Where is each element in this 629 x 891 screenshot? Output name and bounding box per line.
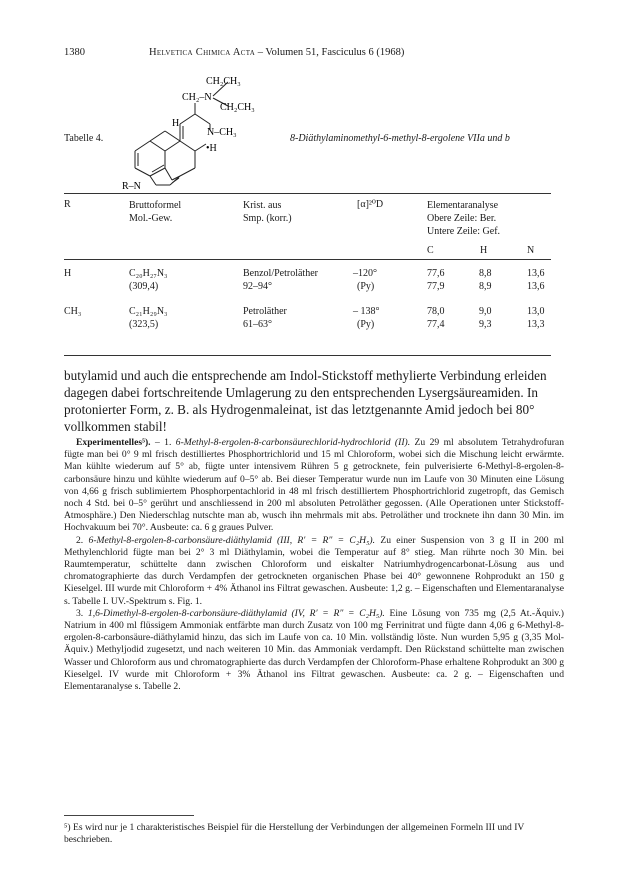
row-solvent: Petroläther — [243, 306, 287, 317]
column-n: N — [527, 245, 535, 256]
row-formula: C₂₀H₂₇N₃ — [129, 268, 168, 279]
table-header-rule — [64, 259, 551, 260]
column-formula-line1: Bruttoformel — [129, 200, 182, 211]
row-formula: C₂₁H₂₉N₃ — [129, 306, 168, 317]
structure-label-r-n: R–N — [122, 181, 141, 192]
row-c-calc: 78,0 — [427, 306, 445, 317]
experimental-section — [64, 437, 564, 693]
row-c-found: 77,9 — [427, 281, 445, 292]
ergolene-structure-diagram — [120, 68, 300, 193]
row-r: H — [64, 268, 72, 279]
intro-paragraph: butylamid und auch die entsprechende am Indol-Stickstoff methylierte Verbindung erleiden dagegen dabei fortschreitende Umlagerung zu den entsprechenden Lysergsäureamiden. In protonierter Form, z. B. als Hydrogenmaleinat, ist das letztgenannte Amid jedoch bei 80° vollkommen stabil! — [64, 368, 547, 434]
column-formula-line2: Mol.-Gew. — [129, 213, 173, 224]
structure-label-ethyl-bottom: CH₂CH₃ — [220, 102, 255, 113]
paragraph-text: Zu einer Suspension von 3 g II in 200 ml Methylenchlorid fügte man bei 2° 3 ml Diäthylamin, wobei die Temperatur auf 8° stieg. Man rührte noch 30 Min. bei Raumtemperatur, schüttelte dann zwischen Chloroform und eiskalter Natriumhydrogencarbonat-Lösung aus und chromatographierte das durch Verdampfen der getrockneten organischen Phase bei 40° gewonnene Rohprodukt an 150 g Kieselgel. III wurde mit Chloroform + 4% Äthanol ins Filtrat gewaschen. Ausbeute: 1,2 g. – Eigenschaften und Elementaranalyse s. Tabelle I. UV.-Spektrum s. Fig. 1. — [64, 534, 565, 607]
experimental-paragraph-3 — [64, 608, 564, 693]
paragraph-title: 6-Methyl-8-ergolen-8-carbonsäure-diäthylamid (III, R′ = R″ = C₂H₅). — [88, 534, 376, 546]
row-h-calc: 9,0 — [479, 306, 492, 317]
footnote — [64, 822, 564, 846]
structure-label-ch2n: CH₂–N — [182, 92, 212, 103]
paragraph-lead: 3. — [76, 607, 88, 619]
table-row — [64, 268, 564, 298]
experimental-heading: Experimentelles⁵). — [76, 437, 151, 448]
experimental-paragraph-2 — [64, 535, 564, 608]
row-mw: (323,5) — [129, 319, 159, 330]
row-h-found: 8,9 — [479, 281, 492, 292]
structure-label-h-left: H — [172, 118, 180, 129]
row-n-calc: 13,6 — [527, 268, 545, 279]
column-analysis-line1: Elementaranalyse — [427, 200, 499, 211]
row-mp: 92–94° — [243, 281, 272, 292]
row-h-calc: 8,8 — [479, 268, 492, 279]
row-n-found: 13,6 — [527, 281, 545, 292]
row-c-calc: 77,6 — [427, 268, 445, 279]
row-mp: 61–63° — [243, 319, 272, 330]
row-rotation-solvent: (Py) — [357, 281, 375, 292]
experimental-paragraph-1 — [64, 437, 564, 535]
column-elemental-analysis — [427, 199, 500, 238]
column-crystallization-line2: Smp. (korr.) — [243, 213, 292, 224]
table-row — [64, 306, 564, 336]
column-c: C — [427, 245, 434, 256]
footnote-text: Es wird nur je 1 charakteristisches Beispiel für die Herstellung der Verbindungen der allgemeinen Formeln III und IV beschrieben. — [64, 822, 525, 846]
row-rotation: –120° — [353, 268, 377, 279]
structure-label-ethyl-top: CH₂CH₃ — [206, 76, 241, 87]
paragraph-text: Eine Lösung von 735 mg (2,5 At.-Äquiv.) Natrium in 400 ml flüssigem Ammoniak entfärbte man durch Zusatz von 100 mg Ferrinitrat und fügte dann 4,06 g 6-Methyl-8-ergolen-8-carbonsäure-diäthylamid hinzu, das sich im Laufe von ca. 10 Min. vollständig löste. Nun wurden 5,95 g (3,35 Mol-Äquiv.) Methyljodid zugesetzt, und nach weiteren 10 Min. das Ammoniak verdampft. Den Rückstand schüttelte man zwischen Wasser und Chloroform aus und chromatographierte das durch Verdampfen der Chloroform-Phase erhaltene Rohprodukt an 300 g Kieselgel. IV wurde mit Chloroform + 3% Äthanol ins Filtrat gewaschen. Ausbeute: ca. 2 g. – Eigenschaften und Elementaranalyse s. Tabelle 2. — [64, 607, 564, 693]
table-body — [64, 268, 564, 348]
footnote-rule — [64, 815, 194, 816]
table-bottom-rule — [64, 355, 551, 356]
structure-label-h-bottom: •H — [206, 143, 217, 154]
row-h-found: 9,3 — [479, 319, 492, 330]
footnote-mark: ⁵) — [64, 822, 71, 833]
journal-name: Helvetica Chimica Acta — [149, 47, 256, 58]
paragraph-title: 6-Methyl-8-ergolen-8-carbonsäurechlorid-hydrochlorid (II). — [175, 437, 411, 448]
table-top-rule — [64, 193, 551, 194]
column-crystallization-line1: Krist. aus — [243, 200, 282, 211]
row-c-found: 77,4 — [427, 319, 445, 330]
row-n-calc: 13,0 — [527, 306, 545, 317]
column-h: H — [480, 245, 488, 256]
column-formula — [129, 199, 181, 225]
column-crystallization — [243, 199, 292, 225]
running-header — [149, 47, 404, 58]
paragraph-lead: – 1. — [150, 437, 176, 448]
paragraph-lead: 2. — [76, 534, 89, 546]
row-mw: (309,4) — [129, 281, 159, 292]
row-n-found: 13,3 — [527, 319, 545, 330]
column-rotation: [α]²⁰D — [357, 199, 384, 210]
row-r: CH₃ — [64, 306, 82, 317]
paragraph-title: 1,6-Dimethyl-8-ergolen-8-carbonsäure-diäthylamid (IV, R′ = R″ = C₂H₅). — [87, 607, 385, 619]
column-analysis-line3: Untere Zeile: Gef. — [427, 226, 501, 237]
paragraph-text: Zu 29 ml absolutem Tetrahydrofuran fügte man bei 0° 9 ml frisch destilliertes Phosphortrichlorid und 15 ml Chloroform, wobei sich die Mischung leicht erwärmte. Man kühlte wiederum auf 5° ab, fügte unter intensivem Rühren 5 g getrocknete, fein pulverisierte 6-Methyl-8-ergolen-8-carbonsäure hinzu und kühlte wiederum auf 0–5° ab. Bei dieser Temperatur wurde nun im Laufe von 30 Minuten eine Lösung von 4,66 g frisch sublimiertem Phosphorpentachlorid in 48 ml frisch destilliertem Phosphortrichlorid zugetropft, das Gemisch noch 4 Std. bei 0–5° gerührt und anschliessend in 200 ml absoluten Petroläther gegossen. (Alle Operationen unter Stickstoff-Atmosphäre.) Den Niederschlag nutschte man ab, wusch ihn mehrmals mit abs. Petroläther und trocknete ihn dann 30 Min. im Hochvakuum bei 70°. Ausbeute: ca. 6 g graues Pulver. — [64, 437, 564, 534]
row-rotation-solvent: (Py) — [357, 319, 375, 330]
journal-volume: – Volumen 51, Fasciculus 6 (1968) — [257, 47, 405, 58]
table-caption: 8-Diäthylaminomethyl-6-methyl-8-ergolene VIIa und b — [290, 133, 510, 144]
column-analysis-line2: Obere Zeile: Ber. — [427, 213, 497, 224]
row-rotation: – 138° — [353, 306, 380, 317]
table-label: Tabelle 4. — [64, 133, 104, 144]
row-solvent: Benzol/Petroläther — [243, 268, 318, 279]
column-r: R — [64, 199, 71, 210]
page-number: 1380 — [64, 47, 85, 58]
structure-label-n-methyl: N–CH₃ — [207, 127, 237, 138]
